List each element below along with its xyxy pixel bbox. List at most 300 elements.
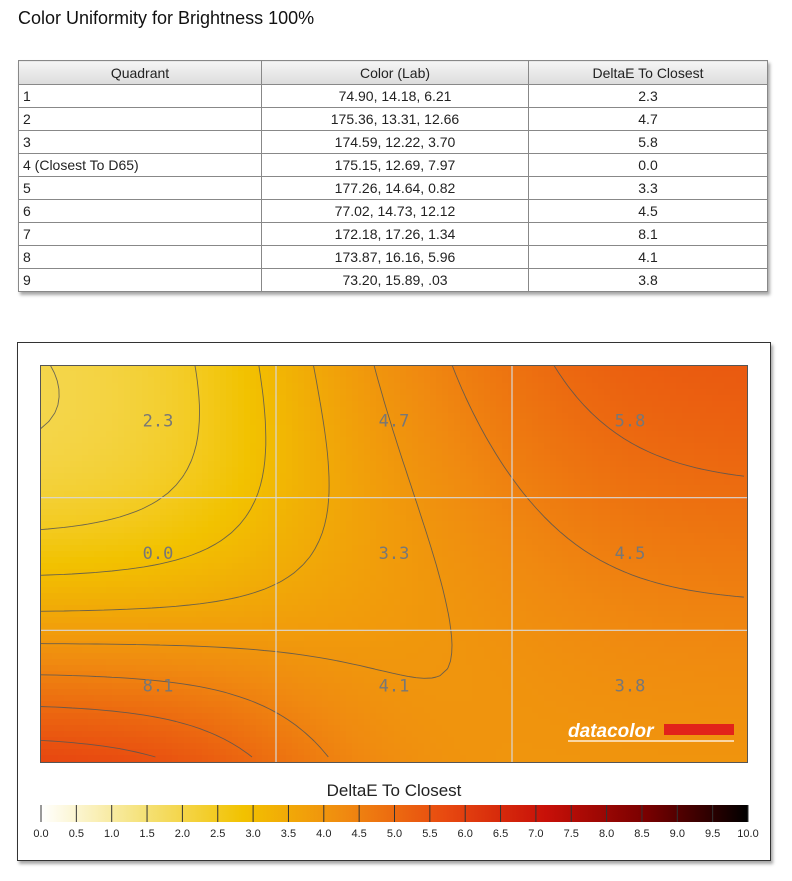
heat-cell [148, 521, 155, 528]
heat-cell [244, 491, 251, 498]
heat-cell [190, 389, 197, 396]
heat-cell [304, 371, 311, 378]
heat-cell [334, 389, 341, 396]
heat-cell [712, 533, 719, 540]
heat-cell [586, 491, 593, 498]
heat-cell [112, 401, 119, 408]
heat-cell [436, 443, 443, 450]
heat-cell [568, 443, 575, 450]
heat-cell [490, 557, 497, 564]
heat-cell [532, 533, 539, 540]
heat-cell [682, 431, 689, 438]
heat-cell [184, 515, 191, 522]
heat-cell [448, 491, 455, 498]
heat-cell [448, 389, 455, 396]
heat-cell [568, 425, 575, 432]
heat-cell [496, 509, 503, 516]
heat-cell [124, 443, 131, 450]
heat-cell [112, 503, 119, 510]
heat-cell [484, 371, 491, 378]
heat-cell [322, 611, 329, 618]
heat-cell [220, 473, 227, 480]
heat-cell [688, 515, 695, 522]
heat-cell [292, 431, 299, 438]
heat-cell [82, 611, 89, 618]
heat-cell [418, 473, 425, 480]
heat-cell [100, 383, 107, 390]
heat-cell [544, 371, 551, 378]
heat-cell [358, 587, 365, 594]
heat-cell [346, 527, 353, 534]
heat-cell [520, 599, 527, 606]
heat-cell [724, 503, 731, 510]
heat-cell [484, 467, 491, 474]
heat-cell [556, 407, 563, 414]
heat-cell [520, 419, 527, 426]
heat-cell [556, 563, 563, 570]
heat-cell [304, 467, 311, 474]
heat-cell [610, 575, 617, 582]
heat-cell [730, 539, 737, 546]
heat-cell [88, 401, 95, 408]
heat-cell [436, 503, 443, 510]
heat-cell [124, 545, 131, 552]
heat-cell [358, 431, 365, 438]
heat-cell [568, 479, 575, 486]
heat-cell [100, 371, 107, 378]
heat-cell [322, 389, 329, 396]
heat-cell [694, 599, 701, 606]
heat-cell [220, 593, 227, 600]
heat-cell [418, 449, 425, 456]
heat-cell [502, 533, 509, 540]
heat-cell [694, 569, 701, 576]
heat-cell [718, 527, 725, 534]
heat-cell [358, 425, 365, 432]
heat-cell [130, 533, 137, 540]
heat-cell [616, 611, 623, 618]
heat-cell [706, 389, 713, 396]
heat-cell [70, 557, 77, 564]
heat-cell [208, 611, 215, 618]
heat-cell [406, 599, 413, 606]
heat-cell [574, 431, 581, 438]
heat-cell [484, 491, 491, 498]
heat-cell [232, 431, 239, 438]
heat-cell [502, 521, 509, 528]
heat-cell [220, 461, 227, 468]
heat-cell [118, 479, 125, 486]
heat-cell [616, 485, 623, 492]
heat-cell [82, 527, 89, 534]
heat-cell [610, 569, 617, 576]
heat-cell [88, 449, 95, 456]
heat-cell [538, 581, 545, 588]
heat-cell [328, 395, 335, 402]
heat-cell [280, 503, 287, 510]
heat-cell [46, 557, 53, 564]
heat-cell [100, 611, 107, 618]
heat-cell [268, 461, 275, 468]
heat-cell [502, 545, 509, 552]
heat-cell [316, 437, 323, 444]
heat-cell [610, 521, 617, 528]
heat-cell [688, 539, 695, 546]
heat-cell [88, 515, 95, 522]
heat-cell [106, 605, 113, 612]
heat-cell [718, 563, 725, 570]
heat-cell [652, 599, 659, 606]
heat-cell [712, 443, 719, 450]
heat-cell [652, 461, 659, 468]
heat-cell [364, 455, 371, 462]
heat-cell [736, 467, 743, 474]
heat-cell [286, 491, 293, 498]
heat-cell [64, 551, 71, 558]
heat-cell [412, 545, 419, 552]
heat-cell [460, 413, 467, 420]
heat-cell [364, 545, 371, 552]
heat-cell [676, 515, 683, 522]
heat-cell [664, 533, 671, 540]
heat-cell [580, 587, 587, 594]
heat-cell [178, 467, 185, 474]
heat-cell [262, 533, 269, 540]
heat-cell [490, 611, 497, 618]
heat-cell [610, 395, 617, 402]
heat-cell [376, 437, 383, 444]
heat-cell [622, 431, 629, 438]
heat-cell [448, 455, 455, 462]
heat-cell [376, 491, 383, 498]
heat-cell [94, 371, 101, 378]
heat-cell [70, 401, 77, 408]
heat-cell [274, 587, 281, 594]
heat-cell [148, 449, 155, 456]
heat-cell [562, 509, 569, 516]
heat-cell [676, 389, 683, 396]
heat-cell [184, 569, 191, 576]
heat-cell [466, 503, 473, 510]
heat-cell [670, 575, 677, 582]
heat-cell [148, 437, 155, 444]
heat-cell [658, 557, 665, 564]
heat-cell [628, 575, 635, 582]
heat-cell [376, 467, 383, 474]
heat-cell [514, 521, 521, 528]
heat-cell [616, 491, 623, 498]
heat-cell [364, 479, 371, 486]
heat-cell [346, 581, 353, 588]
heat-cell [334, 533, 341, 540]
heat-cell [520, 431, 527, 438]
heat-cell [532, 455, 539, 462]
heat-cell [646, 425, 653, 432]
heat-cell [544, 485, 551, 492]
heat-cell [70, 383, 77, 390]
heat-cell [178, 443, 185, 450]
heat-cell [298, 515, 305, 522]
heat-cell [250, 467, 257, 474]
heat-cell [346, 533, 353, 540]
heat-cell [634, 605, 641, 612]
heat-cell [328, 437, 335, 444]
heat-cell [430, 515, 437, 522]
heat-cell [292, 455, 299, 462]
heat-cell [718, 485, 725, 492]
heat-cell [202, 521, 209, 528]
heat-cell [568, 371, 575, 378]
heat-cell [286, 611, 293, 618]
heat-cell [328, 443, 335, 450]
heat-cell [136, 599, 143, 606]
heat-cell [76, 521, 83, 528]
heat-cell [274, 389, 281, 396]
heat-cell [418, 599, 425, 606]
heat-cell [580, 389, 587, 396]
heat-cell [418, 587, 425, 594]
heat-cell [622, 587, 629, 594]
heat-cell [622, 371, 629, 378]
heat-cell [562, 449, 569, 456]
heat-cell [358, 401, 365, 408]
heat-cell [706, 383, 713, 390]
heat-cell [736, 503, 743, 510]
heat-cell [226, 377, 233, 384]
heat-cell [232, 605, 239, 612]
heat-cell [286, 431, 293, 438]
heat-cell [268, 587, 275, 594]
heat-cell [652, 593, 659, 600]
heat-cell [130, 461, 137, 468]
heat-cell [94, 503, 101, 510]
heat-cell [286, 605, 293, 612]
heat-cell [208, 419, 215, 426]
heat-cell [184, 413, 191, 420]
heat-cell [472, 401, 479, 408]
heat-cell [580, 563, 587, 570]
heat-cell [502, 395, 509, 402]
heat-cell [400, 575, 407, 582]
heat-cell [142, 479, 149, 486]
heat-cell [466, 419, 473, 426]
heat-cell [670, 431, 677, 438]
heat-cell [70, 587, 77, 594]
heat-cell [220, 509, 227, 516]
heat-cell [490, 395, 497, 402]
heat-cell [700, 521, 707, 528]
heat-cell [514, 581, 521, 588]
heat-cell [718, 569, 725, 576]
heat-cell [328, 401, 335, 408]
heat-cell [622, 377, 629, 384]
heat-cell [604, 455, 611, 462]
heat-cell [664, 593, 671, 600]
heat-cell [496, 443, 503, 450]
heat-cell [316, 371, 323, 378]
heat-cell [214, 515, 221, 522]
heat-cell [442, 503, 449, 510]
heat-cell [556, 551, 563, 558]
heat-cell [304, 515, 311, 522]
heat-cell [694, 461, 701, 468]
heat-cell [316, 491, 323, 498]
heat-cell [406, 611, 413, 618]
heat-cell [616, 437, 623, 444]
heat-cell [316, 521, 323, 528]
heat-cell [412, 473, 419, 480]
heat-cell [430, 539, 437, 546]
heat-cell [736, 581, 743, 588]
heat-cell [58, 521, 65, 528]
heat-cell [604, 467, 611, 474]
heat-cell [232, 461, 239, 468]
heat-cell [208, 569, 215, 576]
heat-cell [688, 437, 695, 444]
heat-cell [736, 545, 743, 552]
heat-cell [436, 533, 443, 540]
heat-cell [580, 491, 587, 498]
heat-cell [592, 491, 599, 498]
heat-cell [304, 383, 311, 390]
heat-cell [424, 407, 431, 414]
heat-cell [664, 557, 671, 564]
heat-cell [220, 413, 227, 420]
heat-cell [214, 533, 221, 540]
heat-cell [490, 593, 497, 600]
heat-cell [88, 473, 95, 480]
heat-cell [148, 455, 155, 462]
heat-cell [358, 611, 365, 618]
heat-cell [598, 587, 605, 594]
heat-cell [160, 509, 167, 516]
heat-cell [364, 425, 371, 432]
heat-cell [340, 569, 347, 576]
heat-cell [316, 473, 323, 480]
heat-cell [556, 539, 563, 546]
heat-cell [694, 605, 701, 612]
heat-cell [682, 491, 689, 498]
heat-cell [364, 551, 371, 558]
heat-cell [664, 545, 671, 552]
heat-cell [310, 539, 317, 546]
heat-cell [586, 569, 593, 576]
heat-cell [520, 563, 527, 570]
heat-cell [322, 473, 329, 480]
heat-cell [700, 401, 707, 408]
heat-cell [76, 563, 83, 570]
heat-cell [94, 545, 101, 552]
heat-cell [460, 449, 467, 456]
heat-cell [268, 485, 275, 492]
heat-cell [118, 605, 125, 612]
heat-cell [310, 515, 317, 522]
heat-cell [172, 395, 179, 402]
heat-cell [646, 521, 653, 528]
heat-cell [532, 557, 539, 564]
heat-cell [574, 581, 581, 588]
heat-cell [292, 587, 299, 594]
heat-cell [202, 569, 209, 576]
heat-cell [58, 431, 65, 438]
heat-cell [298, 389, 305, 396]
heat-cell [682, 467, 689, 474]
heat-cell [340, 395, 347, 402]
heat-cell [736, 485, 743, 492]
heat-cell [532, 485, 539, 492]
heat-cell [46, 443, 53, 450]
heat-cell [190, 437, 197, 444]
heat-cell [46, 509, 53, 516]
heat-cell [604, 593, 611, 600]
heat-cell [220, 587, 227, 594]
heat-cell [610, 443, 617, 450]
heat-cell [214, 473, 221, 480]
heat-cell [310, 443, 317, 450]
heat-cell [202, 515, 209, 522]
heat-cell [298, 401, 305, 408]
heat-cell [496, 581, 503, 588]
heat-cell [442, 569, 449, 576]
heat-cell [106, 473, 113, 480]
heat-cell [664, 461, 671, 468]
heat-cell [718, 461, 725, 468]
heat-cell [544, 407, 551, 414]
heat-cell [358, 563, 365, 570]
heat-cell [250, 545, 257, 552]
heat-cell [454, 563, 461, 570]
heat-cell [148, 395, 155, 402]
heat-cell [226, 563, 233, 570]
heat-cell [244, 557, 251, 564]
heat-cell [94, 557, 101, 564]
heat-cell [280, 557, 287, 564]
heat-cell [712, 425, 719, 432]
heat-cell [568, 401, 575, 408]
heat-cell [502, 611, 509, 618]
heat-cell [298, 575, 305, 582]
heat-cell [694, 545, 701, 552]
heat-cell [106, 383, 113, 390]
heat-cell [628, 401, 635, 408]
heat-cell [352, 425, 359, 432]
heat-cell [292, 605, 299, 612]
heat-cell [238, 443, 245, 450]
heat-cell [298, 569, 305, 576]
heat-cell [736, 587, 743, 594]
heat-cell [346, 521, 353, 528]
heat-cell [388, 467, 395, 474]
heat-cell [352, 383, 359, 390]
heat-cell [724, 509, 731, 516]
heat-cell [454, 431, 461, 438]
heat-cell [424, 515, 431, 522]
heat-cell [724, 413, 731, 420]
heat-cell [550, 491, 557, 498]
heat-cell [250, 413, 257, 420]
heat-cell [556, 437, 563, 444]
heat-cell [340, 593, 347, 600]
heat-cell [112, 551, 119, 558]
heat-cell [574, 425, 581, 432]
heat-cell [262, 539, 269, 546]
heat-cell [190, 527, 197, 534]
heat-cell [328, 581, 335, 588]
heat-cell [316, 575, 323, 582]
heat-cell [718, 431, 725, 438]
heat-cell [250, 575, 257, 582]
heat-cell [124, 401, 131, 408]
